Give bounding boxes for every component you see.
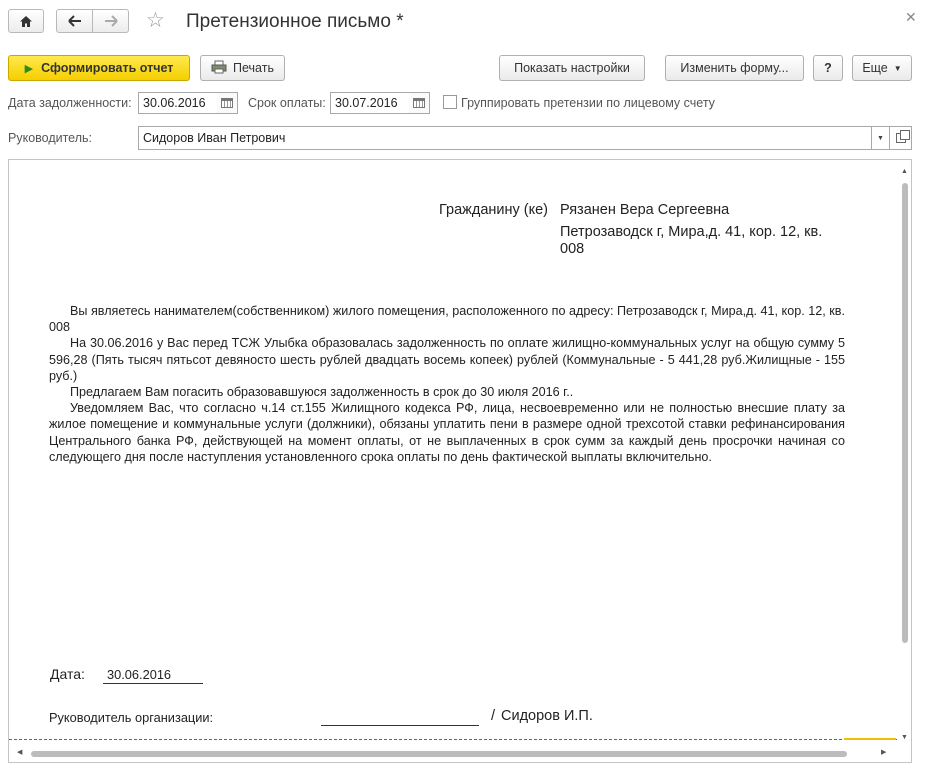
page-title: Претензионное письмо * [186,11,404,32]
scroll-up-icon[interactable]: ▲ [901,168,908,175]
letter-paragraph: Вы являетесь нанимателем(собственником) жилого помещения, расположенного по адресу: Петрозаводск г, Мира,д. 41, кор. 12, кв. 008 [49,304,845,335]
recipient-address-line1: Петрозаводск г, Мира,д. 41, кор. 12, кв. [560,224,823,240]
vertical-scroll-thumb[interactable] [902,183,908,643]
arrow-left-icon [68,15,82,27]
home-button[interactable] [8,9,44,33]
recipient-address-line2: 008 [560,241,585,257]
due-date-field[interactable]: 30.07.2016 [330,92,410,114]
letter-date-label: Дата: [50,666,85,682]
scroll-left-icon[interactable]: ◀ [17,749,23,756]
letter-body [49,303,845,465]
group-claims-checkbox[interactable] [443,95,457,109]
chevron-down-icon: ▼ [877,134,884,142]
signer-name: Сидоров И.П. [501,708,593,724]
due-date-label: Срок оплаты: [248,96,326,110]
open-form-icon [896,133,906,143]
manager-field[interactable]: Сидоров Иван Петрович [138,126,872,150]
signature-separator: / [491,708,496,724]
home-icon [19,15,33,28]
due-date-calendar-button[interactable] [409,92,430,114]
change-form-button[interactable]: Изменить форму... [665,55,804,81]
letter-paragraph: На 30.06.2016 у Вас перед ТСЖ Улыбка образовалась задолженность по оплате жилищно-коммунальных услуг на общую сумму 5 596,28 (Пять тысяч пятьсот девяносто шесть рублей двадцать восемь копеек) рублей (Коммунальные - 5 441,28 руб.Жилищные - 155 руб.) [49,336,845,383]
generate-report-label: Сформировать отчет [41,61,174,75]
recipient-name: Рязанен Вера Сергеевна [560,202,730,218]
scroll-down-icon[interactable]: ▼ [901,734,908,741]
printer-icon [211,60,227,77]
debt-date-calendar-button[interactable] [217,92,238,114]
manager-dropdown-button[interactable] [871,126,890,150]
play-icon: ▶ [24,62,34,75]
page-boundary [9,739,897,740]
calendar-icon [221,98,233,108]
forward-button[interactable] [92,9,129,33]
print-button[interactable] [200,55,285,81]
cell-selection-marker [844,738,896,741]
recipient-label: Гражданину (ке) [439,202,549,218]
arrow-right-icon [104,15,118,27]
help-button[interactable]: ? [813,55,843,81]
more-label: Еще [862,61,888,75]
signature-line [321,725,479,726]
letter-paragraph: Предлагаем Вам погасить образовавшуюся задолженность в срок до 30 июля 2016 г.. [70,385,574,400]
debt-date-label: Дата задолженности: [8,96,132,110]
spreadsheet-document[interactable] [8,159,912,763]
scroll-right-icon[interactable]: ▶ [881,749,887,756]
letter-date-value: 30.06.2016 [103,667,203,684]
group-claims-label: Группировать претензии по лицевому счету [461,96,715,110]
more-button[interactable] [852,55,912,81]
back-button[interactable] [56,9,93,33]
debt-date-field[interactable]: 30.06.2016 [138,92,218,114]
chevron-down-icon: ▼ [893,63,902,73]
horizontal-scroll-thumb[interactable] [31,751,847,757]
letter-paragraph: Уведомляем Вас, что согласно ч.14 ст.155 Жилищного кодекса РФ, лица, несвоевременно или не полностью внесшие плату за жилое помещение и коммунальные услуги (должники), обязаны уплатить пени в размере одной трехсотой ставки рефинансирования Центрального банка РФ, действующей на момент оплаты, от не выплаченных в срок сумм за каждый день просрочки начиная со следующего дня после наступления установленного срока оплаты по день фактической выплаты включительно. [49,401,845,464]
manager-label: Руководитель: [8,131,93,145]
calendar-icon [413,98,425,108]
print-label: Печать [233,61,274,75]
show-settings-button[interactable]: Показать настройки [499,55,645,81]
horizontal-scrollbar[interactable] [9,748,897,760]
manager-open-button[interactable] [890,126,912,150]
head-of-organization-label: Руководитель организации: [49,710,214,725]
close-icon[interactable]: ✕ [905,9,917,25]
star-icon[interactable]: ☆ [146,9,165,32]
generate-report-button[interactable] [8,55,190,81]
vertical-scrollbar[interactable] [899,168,911,744]
